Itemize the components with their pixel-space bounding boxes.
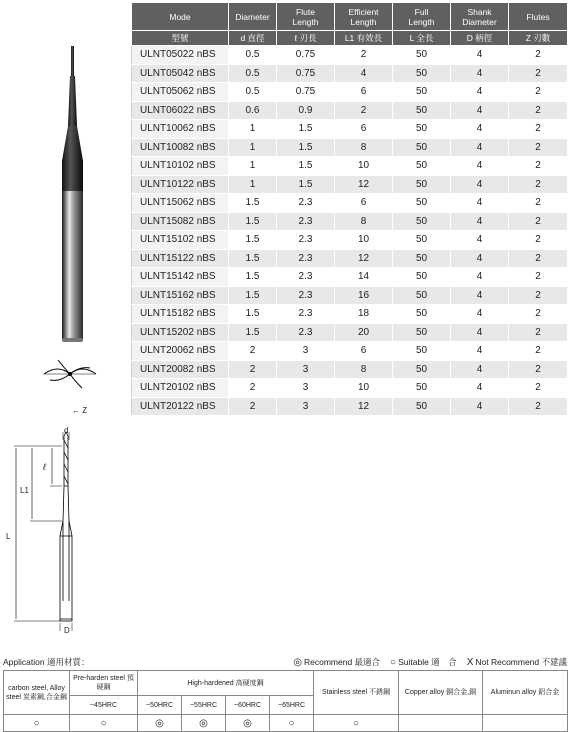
cell: 2 [509, 305, 568, 324]
table-row [132, 231, 568, 250]
cell: 6 [335, 83, 393, 102]
header-1: Diameter [229, 3, 277, 31]
cell: 1.5 [229, 305, 277, 324]
cell: 2 [229, 379, 277, 398]
cell: 4 [451, 342, 509, 361]
cell: 3 [277, 379, 335, 398]
l1-label: L1 [20, 486, 29, 495]
cell: 4 [451, 286, 509, 305]
cell: 4 [451, 268, 509, 287]
cell: 2 [229, 360, 277, 379]
cell: 2 [229, 397, 277, 416]
cell: 2 [335, 46, 393, 65]
cell: 2 [509, 360, 568, 379]
cell: 2 [509, 286, 568, 305]
cell: ULNT10082 nBS [132, 138, 229, 157]
table-row [132, 138, 568, 157]
cell: 2.3 [277, 305, 335, 324]
cell: 50 [393, 249, 451, 268]
cell: ULNT15082 nBS [132, 212, 229, 231]
prehard-hrc: ~45HRC [70, 696, 138, 715]
cell: 2.3 [277, 286, 335, 305]
cell: 4 [451, 138, 509, 157]
cell: 2 [509, 212, 568, 231]
cell: 2.3 [277, 212, 335, 231]
L-label: L [6, 532, 11, 541]
cell: 2 [509, 379, 568, 398]
rating-cell: ○ [314, 715, 399, 732]
rating-cell: ○ [70, 715, 138, 732]
cell: 2.3 [277, 268, 335, 287]
col-carbon: carbon steel, Alloy steel 炭素鋼,合金鋼 [4, 671, 70, 715]
cell: 50 [393, 138, 451, 157]
rating-cell: ◎ [138, 715, 182, 732]
end-view-icon [40, 352, 100, 402]
cell: 1.5 [229, 249, 277, 268]
cell: 4 [451, 397, 509, 416]
cell: ULNT15102 nBS [132, 231, 229, 250]
hrc-50: ~50HRC [138, 696, 182, 715]
cell: 50 [393, 120, 451, 139]
cell: 50 [393, 305, 451, 324]
cell: 4 [451, 175, 509, 194]
cell: ULNT20122 nBS [132, 397, 229, 416]
cell: 1.5 [229, 268, 277, 287]
cell: 0.75 [277, 64, 335, 83]
cell: 1.5 [229, 231, 277, 250]
cell: 1 [229, 175, 277, 194]
cell: 50 [393, 323, 451, 342]
cell: 4 [451, 305, 509, 324]
cell: 2 [335, 101, 393, 120]
D-label: D [64, 626, 70, 635]
col-stainless: Stainless steel 不銹鋼 [314, 671, 399, 715]
table-row [132, 194, 568, 213]
col-highhard: High-hardened 高硬度鋼 [138, 671, 314, 696]
table-row [132, 305, 568, 324]
table-row [132, 175, 568, 194]
table-row [132, 64, 568, 83]
cell: 2 [509, 249, 568, 268]
cell: 4 [451, 64, 509, 83]
cell: 4 [451, 212, 509, 231]
table-row [132, 286, 568, 305]
cell: 4 [451, 194, 509, 213]
cell: 1.5 [277, 138, 335, 157]
cell: 16 [335, 286, 393, 305]
cell: ULNT05022 nBS [132, 46, 229, 65]
cell: ULNT15182 nBS [132, 305, 229, 324]
rating-cell [483, 715, 568, 732]
cell: ULNT15062 nBS [132, 194, 229, 213]
cell: 4 [451, 101, 509, 120]
cell: 50 [393, 83, 451, 102]
cell: 0.5 [229, 83, 277, 102]
cell: 1.5 [229, 323, 277, 342]
cell: 1 [229, 120, 277, 139]
cell: 2 [509, 194, 568, 213]
subheader-2: ℓ 刃長 [277, 31, 335, 46]
cell: 0.5 [229, 64, 277, 83]
cell: 0.75 [277, 46, 335, 65]
cell: 4 [451, 249, 509, 268]
cell: 50 [393, 231, 451, 250]
cell: 50 [393, 101, 451, 120]
rating-cell: ○ [270, 715, 314, 732]
cell: ULNT05042 nBS [132, 64, 229, 83]
cell: 50 [393, 194, 451, 213]
cell: 12 [335, 249, 393, 268]
cell: 2.3 [277, 323, 335, 342]
cell: 0.9 [277, 101, 335, 120]
cell: 2 [509, 83, 568, 102]
cell: 50 [393, 286, 451, 305]
tool-image [48, 46, 98, 346]
hrc-60: ~60HRC [226, 696, 270, 715]
cell: ULNT10102 nBS [132, 157, 229, 176]
header-5: Shank Diameter [451, 3, 509, 31]
hrc-65: ~65HRC [270, 696, 314, 715]
cell: 50 [393, 212, 451, 231]
cell: 2.3 [277, 249, 335, 268]
cell: 8 [335, 138, 393, 157]
rating-cell [399, 715, 483, 732]
cell: 2 [509, 157, 568, 176]
cell: 4 [451, 323, 509, 342]
cell: ULNT15202 nBS [132, 323, 229, 342]
cell: 2 [509, 268, 568, 287]
cell: 1.5 [229, 194, 277, 213]
cell: 10 [335, 157, 393, 176]
table-row [132, 323, 568, 342]
cell: 0.5 [229, 46, 277, 65]
table-row [132, 120, 568, 139]
cell: 1.5 [229, 286, 277, 305]
subheader-1: d 直徑 [229, 31, 277, 46]
application-title: Application 適用材質： [3, 657, 90, 667]
cell: 4 [451, 379, 509, 398]
cell: 1.5 [277, 157, 335, 176]
cell: ULNT15162 nBS [132, 286, 229, 305]
cell: 3 [277, 397, 335, 416]
application-table [3, 670, 568, 732]
cell: ULNT20062 nBS [132, 342, 229, 361]
legend-not-recommend: X Not Recommend 不建議 [466, 657, 567, 668]
cell: 4 [451, 157, 509, 176]
header-0: Mode [132, 3, 229, 31]
table-row [132, 360, 568, 379]
cell: ULNT10062 nBS [132, 120, 229, 139]
header-4: Full Length [393, 3, 451, 31]
cell: 0.75 [277, 83, 335, 102]
cell: 3 [277, 342, 335, 361]
legend-suitable: ○ Suitable 適 合 [390, 657, 457, 668]
cell: 14 [335, 268, 393, 287]
table-row [132, 268, 568, 287]
table-row [132, 101, 568, 120]
cell: 4 [451, 231, 509, 250]
cell: 2 [509, 101, 568, 120]
hrc-55: ~55HRC [182, 696, 226, 715]
spec-table [131, 2, 568, 416]
cell: 6 [335, 120, 393, 139]
header-2: Flute Length [277, 3, 335, 31]
cell: 1.5 [277, 175, 335, 194]
subheader-6: Z 刃數 [509, 31, 568, 46]
cell: 0.6 [229, 101, 277, 120]
cell: 2 [509, 397, 568, 416]
table-row [132, 46, 568, 65]
rating-cell: ○ [4, 715, 70, 732]
rating-cell: ◎ [226, 715, 270, 732]
cell: 50 [393, 379, 451, 398]
cell: 50 [393, 64, 451, 83]
z-label: ← Z [72, 406, 88, 415]
subheader-4: L 全長 [393, 31, 451, 46]
cell: ULNT15142 nBS [132, 268, 229, 287]
cell: 4 [451, 120, 509, 139]
cell: 20 [335, 323, 393, 342]
cell: 12 [335, 175, 393, 194]
table-row [132, 212, 568, 231]
cell: ULNT15122 nBS [132, 249, 229, 268]
cell: 2 [509, 323, 568, 342]
col-copper: Copper alloy 銅合金,銅 [399, 671, 483, 715]
col-prehard: Pre-harden steel 預硬鋼 [70, 671, 138, 696]
cell: 50 [393, 342, 451, 361]
cell: 8 [335, 212, 393, 231]
table-row [132, 342, 568, 361]
cell: 1 [229, 138, 277, 157]
table-row [132, 397, 568, 416]
cell: 10 [335, 231, 393, 250]
cell: 3 [277, 360, 335, 379]
cell: ULNT10122 nBS [132, 175, 229, 194]
cell: 2 [509, 46, 568, 65]
cell: 1 [229, 157, 277, 176]
cell: 2.3 [277, 194, 335, 213]
cell: 2 [509, 175, 568, 194]
cell: 50 [393, 46, 451, 65]
cell: 10 [335, 379, 393, 398]
cell: 2 [509, 120, 568, 139]
cell: 4 [451, 46, 509, 65]
subheader-3: L1 有效長 [335, 31, 393, 46]
dimension-drawing [6, 426, 96, 636]
cell: 12 [335, 397, 393, 416]
table-row [132, 157, 568, 176]
cell: 4 [335, 64, 393, 83]
subheader-0: 型號 [132, 31, 229, 46]
cell: 50 [393, 157, 451, 176]
cell: 2.3 [277, 231, 335, 250]
cell: ULNT06022 nBS [132, 101, 229, 120]
cell: 50 [393, 175, 451, 194]
table-row [132, 83, 568, 102]
rating-cell: ◎ [182, 715, 226, 732]
table-row [132, 379, 568, 398]
col-aluminum: Aluminun alloy 鋁合金 [483, 671, 568, 715]
cell: 50 [393, 268, 451, 287]
cell: 18 [335, 305, 393, 324]
cell: 2 [509, 231, 568, 250]
cell: 2 [509, 138, 568, 157]
cell: 1.5 [229, 212, 277, 231]
cell: ULNT05062 nBS [132, 83, 229, 102]
cell: 6 [335, 342, 393, 361]
cell: ULNT20102 nBS [132, 379, 229, 398]
header-3: Efficient Length [335, 3, 393, 31]
cell: 8 [335, 360, 393, 379]
cell: 6 [335, 194, 393, 213]
cell: 4 [451, 360, 509, 379]
table-row [132, 249, 568, 268]
d-label: d [64, 426, 69, 435]
cell: 4 [451, 83, 509, 102]
cell: 50 [393, 360, 451, 379]
subheader-5: D 柄徑 [451, 31, 509, 46]
cell: 2 [509, 64, 568, 83]
cell: 2 [229, 342, 277, 361]
cell: 2 [509, 342, 568, 361]
l-label: ℓ [43, 462, 46, 472]
cell: ULNT20082 nBS [132, 360, 229, 379]
cell: 50 [393, 397, 451, 416]
legend-recommend: ◎ Recommend 最適合 [293, 657, 381, 668]
legend [293, 656, 567, 668]
header-6: Flutes [509, 3, 568, 31]
cell: 1.5 [277, 120, 335, 139]
